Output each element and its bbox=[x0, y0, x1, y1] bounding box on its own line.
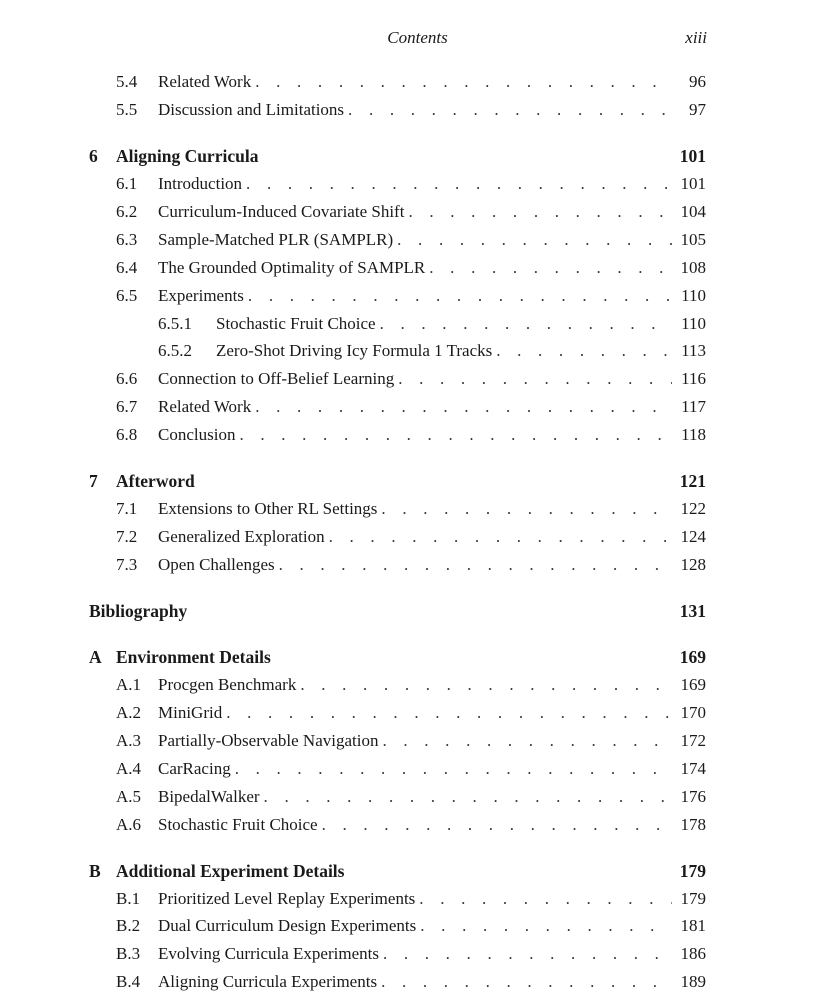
toc-section-entry[interactable] bbox=[116, 785, 706, 809]
toc-section-entry[interactable] bbox=[116, 525, 706, 549]
toc-dot-leader bbox=[264, 785, 672, 809]
toc-dot-leader bbox=[248, 284, 672, 308]
toc-entry-title: Afterword bbox=[116, 471, 195, 491]
toc-dot-leader bbox=[398, 367, 672, 391]
toc-entry-page-number: 186 bbox=[680, 944, 706, 963]
toc-subsection-entry[interactable] bbox=[158, 339, 706, 363]
toc-entry-page-number: 128 bbox=[680, 555, 706, 574]
toc-dot-leader bbox=[381, 970, 672, 994]
toc-entry-number: 6.4 bbox=[116, 258, 138, 277]
toc-section-entry[interactable] bbox=[116, 942, 706, 966]
toc-entry-title: Experiments bbox=[158, 286, 244, 305]
toc-section-entry[interactable] bbox=[116, 228, 706, 252]
toc-entry-title: MiniGrid bbox=[158, 703, 223, 722]
toc-entry-title: Open Challenges bbox=[158, 555, 275, 574]
toc-dot-leader bbox=[381, 497, 672, 521]
toc-dot-leader bbox=[279, 553, 672, 577]
toc-entry-title: Extensions to Other RL Settings bbox=[158, 499, 378, 518]
toc-subsection-entry[interactable] bbox=[158, 312, 706, 336]
toc-entry-page-number: 124 bbox=[680, 527, 706, 546]
toc-entry-number: 6.5.1 bbox=[158, 314, 192, 333]
toc-entry-page-number: 101 bbox=[680, 174, 706, 193]
toc-entry-number: 7.3 bbox=[116, 555, 138, 574]
toc-entry-number: B.4 bbox=[116, 972, 141, 991]
toc-section-entry[interactable] bbox=[116, 395, 706, 419]
toc-entry-page-number: 113 bbox=[681, 341, 706, 360]
toc-entry-page-number: 117 bbox=[681, 397, 706, 416]
toc-entry-page-number: 108 bbox=[680, 258, 706, 277]
toc-dot-leader bbox=[408, 200, 672, 224]
toc-entry-number: B.1 bbox=[116, 889, 141, 908]
toc-entry-page-number: 170 bbox=[680, 703, 706, 722]
toc-entry-page-number: 189 bbox=[680, 972, 706, 991]
toc-dot-leader bbox=[419, 887, 672, 911]
toc-entry-number: 7.1 bbox=[116, 499, 138, 518]
toc-entry-number: 7 bbox=[89, 471, 98, 491]
toc-section-entry[interactable] bbox=[116, 673, 706, 697]
toc-dot-leader bbox=[496, 339, 672, 363]
toc-chapter-entry[interactable] bbox=[89, 469, 706, 493]
toc-entry-title: Related Work bbox=[158, 72, 252, 91]
running-header-title: Contents bbox=[387, 28, 448, 47]
toc-dot-leader bbox=[380, 312, 672, 336]
toc-section-entry[interactable] bbox=[116, 813, 706, 837]
toc-entry-page-number: 105 bbox=[680, 230, 706, 249]
toc-section-entry[interactable] bbox=[116, 757, 706, 781]
toc-section-entry[interactable] bbox=[116, 729, 706, 753]
toc-entry-title: Procgen Benchmark bbox=[158, 675, 297, 694]
toc-entry-page-number: 172 bbox=[680, 731, 706, 750]
toc-entry-number: 5.4 bbox=[116, 72, 138, 91]
toc-entry-title: Related Work bbox=[158, 397, 252, 416]
toc-entry-title: Curriculum-Induced Covariate Shift bbox=[158, 202, 405, 221]
toc-dot-leader bbox=[300, 673, 672, 697]
toc-entry-title: Evolving Curricula Experiments bbox=[158, 944, 379, 963]
toc-entry-page-number: 174 bbox=[680, 759, 706, 778]
toc-entry-title: Dual Curriculum Design Experiments bbox=[158, 916, 417, 935]
toc-entry-page-number: 169 bbox=[680, 675, 706, 694]
toc-entry-title: Introduction bbox=[158, 174, 243, 193]
toc-section-entry[interactable] bbox=[116, 553, 706, 577]
toc-entry-page-number: 179 bbox=[679, 861, 706, 881]
toc-entry-page-number: 122 bbox=[680, 499, 706, 518]
toc-entry-title: Conclusion bbox=[158, 425, 236, 444]
toc-section-entry[interactable] bbox=[116, 284, 706, 308]
toc-entry-page-number: 181 bbox=[680, 916, 706, 935]
toc-entry-page-number: 118 bbox=[681, 425, 706, 444]
toc-section-entry[interactable] bbox=[116, 367, 706, 391]
toc-dot-leader bbox=[329, 525, 672, 549]
toc-entry-number: A bbox=[89, 647, 102, 667]
toc-entry-page-number: 169 bbox=[679, 647, 706, 667]
toc-entry-number: A.3 bbox=[116, 731, 142, 750]
toc-section-entry[interactable] bbox=[116, 701, 706, 725]
toc-entry-number: B bbox=[89, 861, 101, 881]
toc-entry-number: 6.7 bbox=[116, 397, 138, 416]
toc-chapter-entry[interactable] bbox=[89, 599, 706, 623]
toc-chapter-entry[interactable] bbox=[89, 144, 706, 168]
toc-entry-title: Environment Details bbox=[116, 647, 271, 667]
toc-entry-number: 6.8 bbox=[116, 425, 138, 444]
toc-entry-page-number: 110 bbox=[681, 314, 706, 333]
toc-section-entry[interactable] bbox=[116, 887, 706, 911]
toc-entry-page-number: 121 bbox=[679, 471, 706, 491]
toc-entry-page-number: 101 bbox=[679, 146, 706, 166]
toc-entry-number: 7.2 bbox=[116, 527, 138, 546]
toc-dot-leader bbox=[429, 256, 672, 280]
toc-entry-number: A.4 bbox=[116, 759, 142, 778]
toc-entry-title: Zero-Shot Driving Icy Formula 1 Tracks bbox=[216, 341, 493, 360]
toc-entry-title: Aligning Curricula bbox=[116, 146, 259, 166]
toc-dot-leader bbox=[246, 172, 672, 196]
toc-section-entry[interactable] bbox=[116, 200, 706, 224]
toc-entry-page-number: 176 bbox=[680, 787, 706, 806]
toc-dot-leader bbox=[382, 729, 672, 753]
toc-dot-leader bbox=[255, 70, 672, 94]
toc-dot-leader bbox=[226, 701, 672, 725]
toc-entry-number: A.2 bbox=[116, 703, 142, 722]
toc-entry-title: Partially-Observable Navigation bbox=[158, 731, 379, 750]
toc-dot-leader bbox=[348, 98, 672, 122]
toc-dot-leader bbox=[255, 395, 672, 419]
toc-entry-number: 5.5 bbox=[116, 100, 138, 119]
toc-dot-leader bbox=[420, 914, 672, 938]
toc-entry-title: Additional Experiment Details bbox=[116, 861, 345, 881]
toc-entry-title: Generalized Exploration bbox=[158, 527, 325, 546]
toc-entry-title: BipedalWalker bbox=[158, 787, 260, 806]
toc-entry-page-number: 104 bbox=[680, 202, 706, 221]
toc-section-entry[interactable] bbox=[116, 970, 706, 994]
toc-entry-title: Aligning Curricula Experiments bbox=[158, 972, 378, 991]
toc-section-entry[interactable] bbox=[116, 70, 706, 94]
toc-entry-number: 6 bbox=[89, 146, 98, 166]
toc-section-entry[interactable] bbox=[116, 497, 706, 521]
toc-entry-title: Stochastic Fruit Choice bbox=[158, 815, 318, 834]
toc-entry-title: Connection to Off-Belief Learning bbox=[158, 369, 395, 388]
toc-section-entry[interactable] bbox=[116, 423, 706, 447]
toc-entry-number: 6.5 bbox=[116, 286, 138, 305]
toc-entry-number: 6.2 bbox=[116, 202, 138, 221]
toc-entry-title: Prioritized Level Replay Experiments bbox=[158, 889, 416, 908]
toc-entry-number: 6.6 bbox=[116, 369, 138, 388]
toc-entry-number: B.2 bbox=[116, 916, 141, 935]
toc-entry-number: A.5 bbox=[116, 787, 142, 806]
toc-entry-number: A.6 bbox=[116, 815, 142, 834]
toc-entry-number: A.1 bbox=[116, 675, 142, 694]
toc-entry-title: Bibliography bbox=[89, 601, 188, 621]
toc-entry-page-number: 116 bbox=[681, 369, 706, 388]
toc-entry-title: The Grounded Optimality of SAMPLR bbox=[158, 258, 426, 277]
toc-dot-leader bbox=[397, 228, 672, 252]
toc-dot-leader bbox=[383, 942, 672, 966]
toc-dot-leader bbox=[322, 813, 672, 837]
toc-section-entry[interactable] bbox=[116, 172, 706, 196]
toc-section-entry[interactable] bbox=[116, 914, 706, 938]
toc-entry-page-number: 96 bbox=[689, 72, 706, 91]
toc-entry-number: 6.1 bbox=[116, 174, 138, 193]
toc-entry-page-number: 110 bbox=[681, 286, 706, 305]
toc-chapter-entry[interactable] bbox=[89, 859, 706, 883]
toc-dot-leader bbox=[239, 423, 672, 447]
toc-entry-title: CarRacing bbox=[158, 759, 231, 778]
toc-entry-page-number: 179 bbox=[680, 889, 706, 908]
toc-dot-leader bbox=[235, 757, 672, 781]
toc-entry-page-number: 97 bbox=[689, 100, 706, 119]
running-header-page-number: xiii bbox=[685, 28, 707, 47]
toc-entry-number: B.3 bbox=[116, 944, 141, 963]
toc-chapter-entry[interactable] bbox=[89, 645, 706, 669]
toc-entry-page-number: 131 bbox=[679, 601, 706, 621]
toc-entry-number: 6.3 bbox=[116, 230, 138, 249]
toc-entry-number: 6.5.2 bbox=[158, 341, 192, 360]
toc-entry-page-number: 178 bbox=[680, 815, 706, 834]
toc-entry-title: Sample-Matched PLR (SAMPLR) bbox=[158, 230, 394, 249]
toc-section-entry[interactable] bbox=[116, 256, 706, 280]
toc-entry-title: Stochastic Fruit Choice bbox=[216, 314, 376, 333]
toc-entry-title: Discussion and Limitations bbox=[158, 100, 345, 119]
toc-section-entry[interactable] bbox=[116, 98, 706, 122]
